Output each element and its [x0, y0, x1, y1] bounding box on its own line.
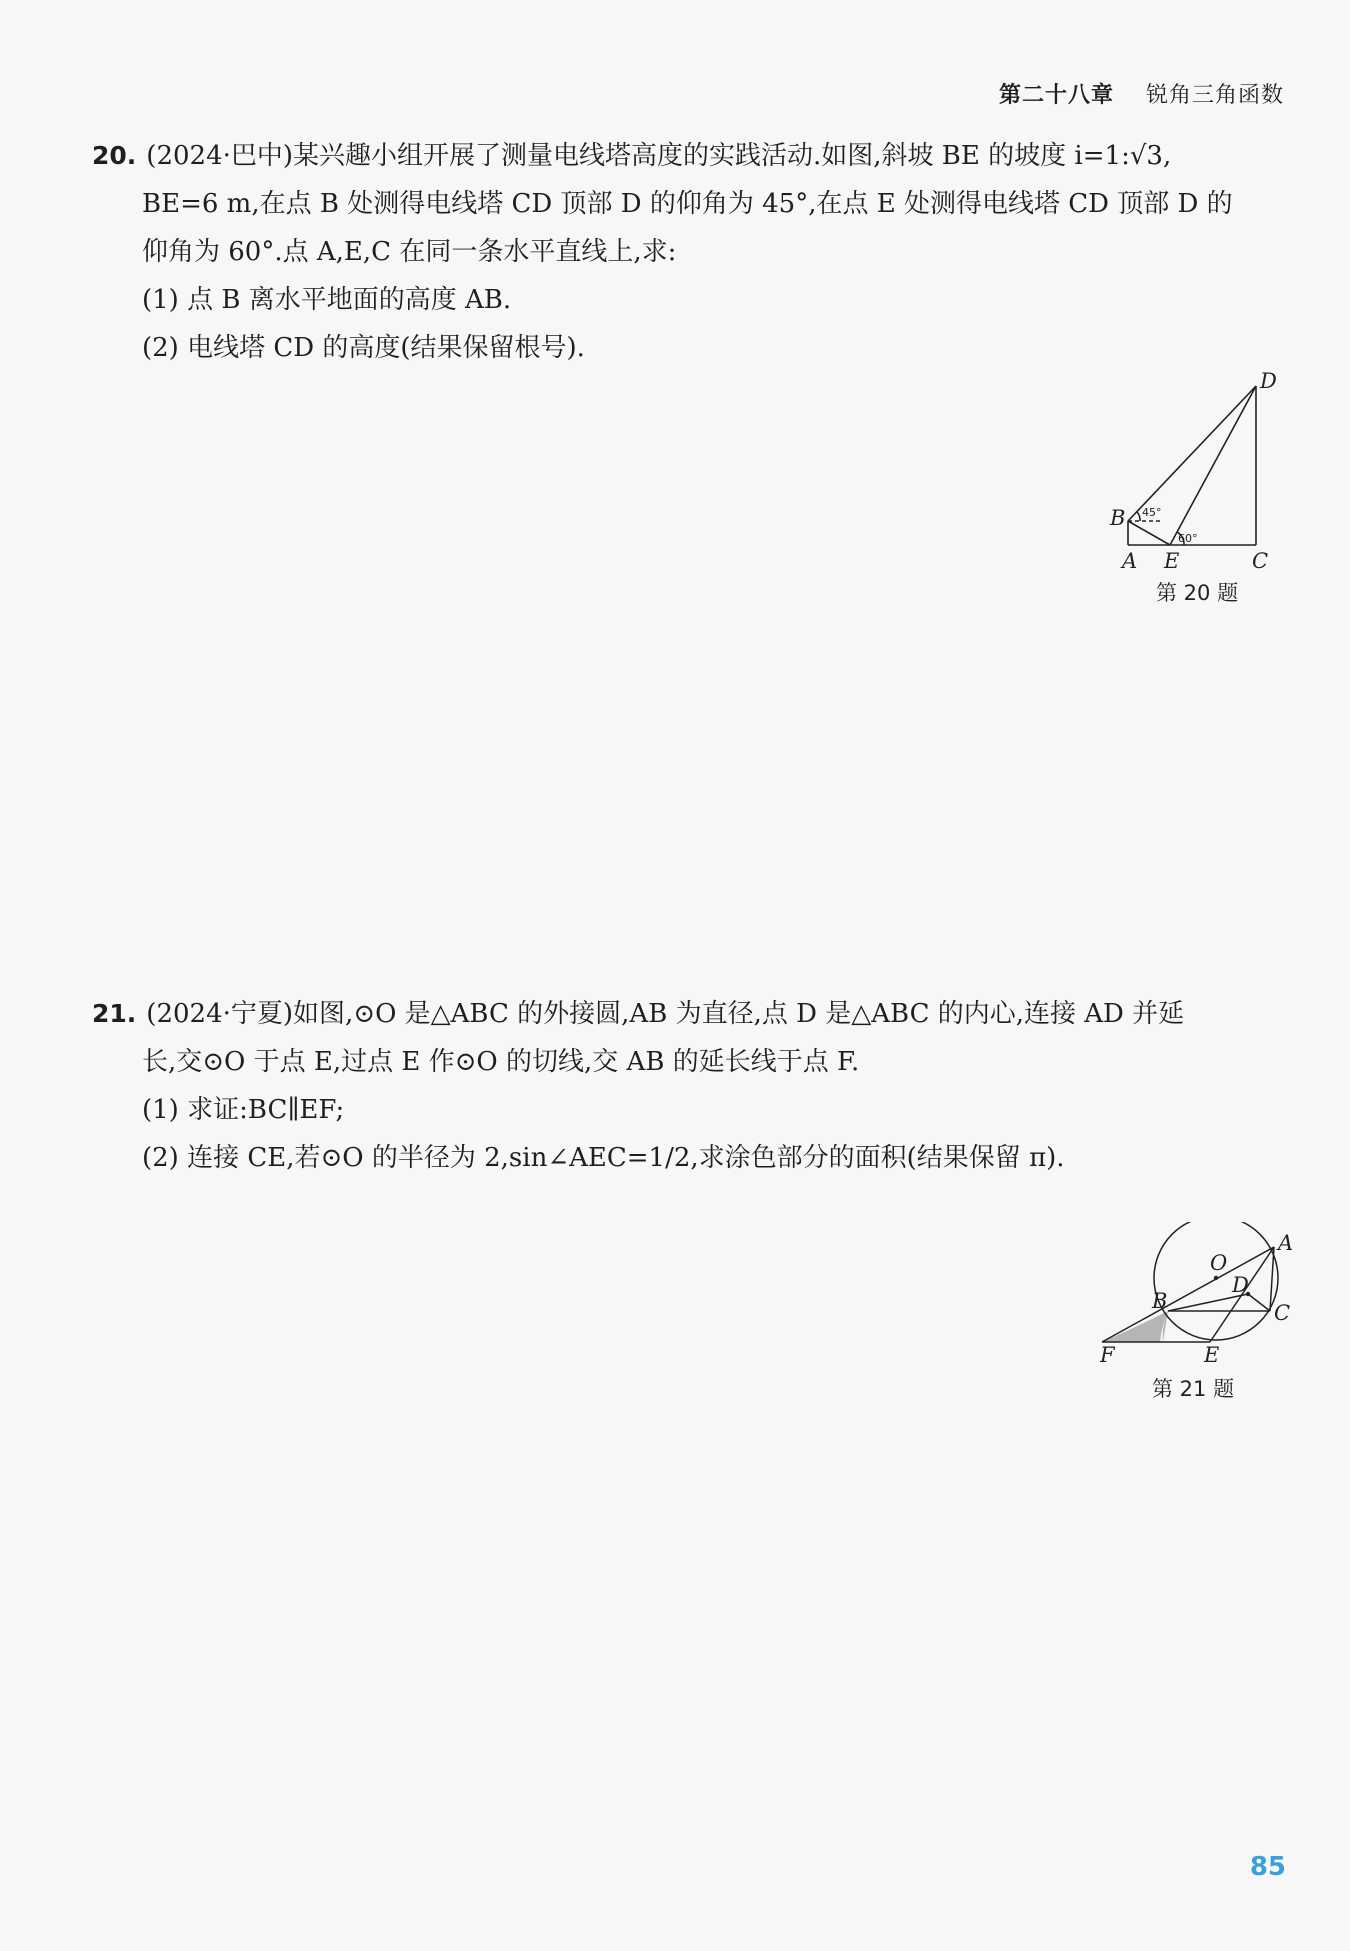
chapter-title: 锐角三角函数 — [1145, 83, 1284, 108]
label-a: A — [1122, 549, 1138, 573]
angle-45-label: 45° — [1142, 506, 1162, 519]
problem-21-part-2: (2) 连接 CE,若⊙O 的半径为 2,sin∠AEC=1/2,求涂色部分的面积(结果保留 π). — [142, 1143, 1065, 1173]
chapter-number: 第二十八章 — [998, 83, 1114, 108]
label-c: C — [1274, 1301, 1291, 1325]
problem-20-part-2: (2) 电线塔 CD 的高度(结果保留根号). — [142, 333, 585, 363]
problem-21-line-1: 21. (2024·宁夏)如图,⊙O 是△ABC 的外接圆,AB 为直径,点 D 是△ABC 的内心,连接 AD 并延 — [92, 999, 1185, 1029]
figure-21-caption: 第 21 题 — [1152, 1377, 1235, 1401]
problem-20-line-3: 仰角为 60°.点 A,E,C 在同一条水平直线上,求: — [142, 237, 677, 267]
slope-be — [1128, 521, 1170, 545]
label-a: A — [1278, 1231, 1294, 1255]
sight-line-ed — [1170, 386, 1256, 545]
label-b: B — [1152, 1289, 1168, 1313]
problem-20 — [92, 132, 1282, 372]
problem-21 — [92, 990, 1282, 1182]
label-c: C — [1252, 549, 1269, 573]
figure-20 — [1100, 370, 1290, 610]
label-b: B — [1110, 506, 1126, 530]
problem-number: 20. — [92, 141, 137, 170]
chapter-header — [999, 78, 1284, 109]
label-e: E — [1204, 1343, 1220, 1367]
problem-20-line-1: 20. (2024·巴中)某兴趣小组开展了测量电线塔高度的实践活动.如图,斜坡 BE 的坡度 i=1:√3, — [92, 141, 1172, 171]
label-f: F — [1100, 1343, 1115, 1367]
figure-20-caption: 第 20 题 — [1156, 581, 1239, 605]
problem-21-line-2: 长,交⊙O 于点 E,过点 E 作⊙O 的切线,交 AB 的延长线于点 F. — [142, 1047, 860, 1077]
label-e: E — [1164, 549, 1180, 573]
circle-o — [1154, 1222, 1278, 1340]
sight-line-bd — [1128, 386, 1256, 521]
problem-20-line-2: BE=6 m,在点 B 处测得电线塔 CD 顶部 D 的仰角为 45°,在点 E 处测得电线塔 CD 顶部 D 的 — [142, 189, 1233, 219]
problem-21-part-1: (1) 求证:BC∥EF; — [142, 1095, 345, 1125]
angle-60-label: 60° — [1178, 532, 1198, 545]
label-o: O — [1210, 1251, 1228, 1275]
label-d: D — [1232, 1273, 1249, 1297]
figure-21 — [1100, 1222, 1296, 1406]
line-dc — [1248, 1294, 1270, 1311]
center-point-o — [1214, 1276, 1218, 1280]
problem-20-part-1: (1) 点 B 离水平地面的高度 AB. — [142, 285, 512, 315]
label-d: D — [1260, 370, 1277, 393]
page-number: 85 — [1249, 1852, 1286, 1882]
problem-number: 21. — [92, 999, 137, 1028]
angle-45-arc — [1137, 512, 1140, 521]
